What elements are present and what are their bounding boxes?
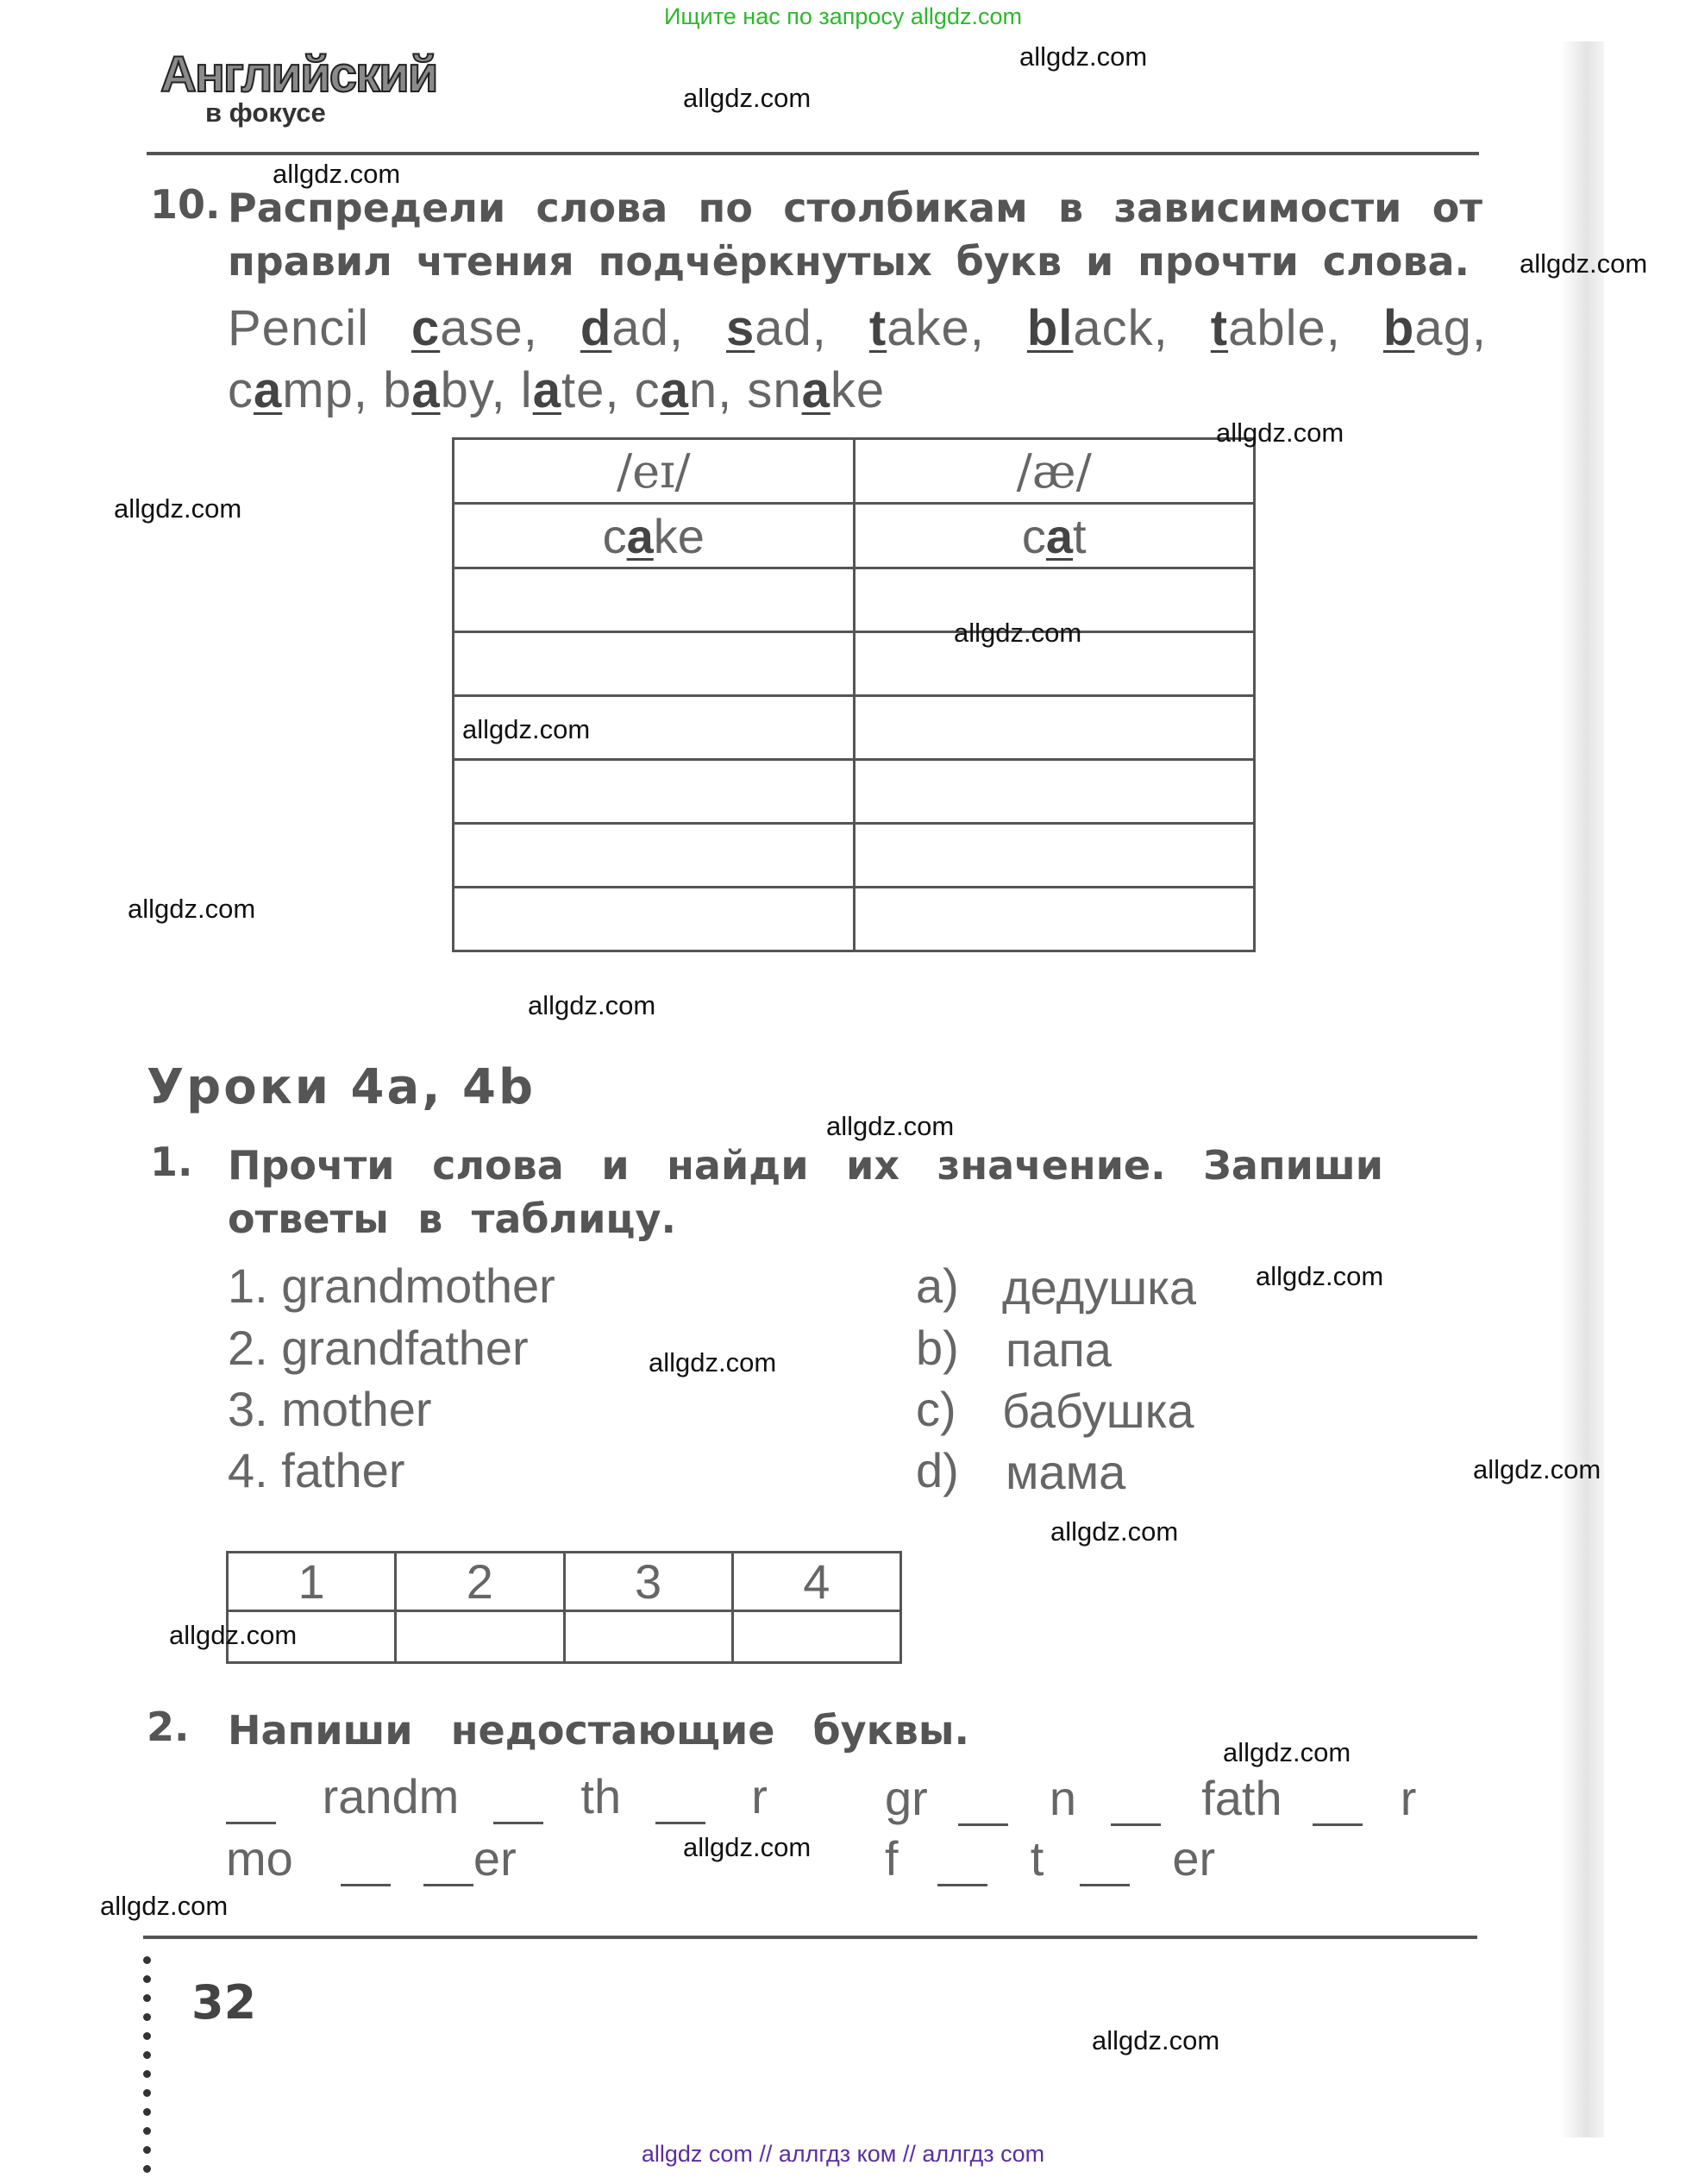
answer-cell[interactable] [854, 824, 1255, 888]
word-part: ke, [915, 300, 1027, 356]
word-fragment: f [885, 1831, 899, 1886]
underlined-letter: a [411, 362, 441, 418]
watermark: allgdz.com [528, 990, 656, 1020]
letter-blank[interactable] [958, 1782, 1008, 1826]
watermark: allgdz.com [1473, 1454, 1601, 1484]
page-edge-shadow [1561, 41, 1604, 2137]
margin-dot [143, 2108, 151, 2116]
logo-title: Английский [160, 47, 437, 103]
task-instruction-line: Напиши недостающие буквы. [228, 1707, 969, 1754]
task-number: 10. [150, 181, 221, 228]
task-2 [147, 1704, 1009, 1764]
word-fragment: er [473, 1831, 517, 1886]
answer-header: 3 [564, 1553, 732, 1611]
letter-blank[interactable] [1313, 1782, 1363, 1826]
answer-cell[interactable] [454, 568, 855, 632]
word-part: a [887, 300, 916, 356]
fill-in-row [885, 1830, 1215, 1886]
task-10 [150, 181, 1482, 293]
word-part: by, [440, 362, 521, 418]
letter-blank[interactable] [1111, 1782, 1161, 1826]
word-part: a [1073, 300, 1102, 356]
margin-dot [143, 2089, 151, 2097]
word-part: d, [640, 300, 726, 356]
word-part: se, [468, 300, 580, 356]
letter-blank[interactable] [423, 1842, 473, 1886]
margin-dot [143, 2070, 151, 2078]
word-list-line [228, 360, 1487, 422]
word-fragment: n [1049, 1771, 1077, 1825]
margin-dot [143, 1956, 151, 1964]
logo-subtitle: в фокусе [205, 97, 326, 128]
watermark: allgdz.com [462, 714, 591, 744]
underlined-letter: a [532, 362, 561, 418]
underlined-letter: d [580, 300, 612, 356]
word-part: c [634, 362, 661, 418]
word-part: Pencil [228, 300, 411, 356]
answer-header: 4 [732, 1553, 900, 1611]
watermark: allgdz.com [1520, 248, 1648, 279]
margin-dot [143, 1975, 151, 1983]
word-list [228, 298, 1487, 422]
answer-cell[interactable] [454, 888, 855, 951]
answer-cell[interactable] [854, 888, 1255, 951]
word-part: ble, [1257, 300, 1383, 356]
russian-word: дедушка [1002, 1260, 1197, 1315]
word-part: g, [1443, 300, 1487, 356]
watermark: allgdz.com [954, 618, 1082, 648]
fill-in-row [226, 1830, 517, 1886]
example-cake: cake [454, 504, 855, 568]
english-word: 3. mother [228, 1382, 432, 1436]
margin-dot [143, 2051, 151, 2059]
underlined-letter: c [411, 300, 441, 356]
word-part: b [383, 362, 412, 418]
watermark: allgdz.com [1223, 1737, 1351, 1767]
margin-dot [143, 2032, 151, 2040]
underlined-letter: t [868, 300, 887, 356]
word-fragment: r [751, 1769, 768, 1823]
underlined-letter: t [1210, 300, 1229, 356]
watermark: allgdz.com [1256, 1261, 1384, 1291]
word-part: ck, [1101, 300, 1211, 356]
word-part: l [520, 362, 533, 418]
english-word: 4. father [228, 1443, 405, 1497]
watermark: allgdz.com [1216, 417, 1344, 448]
option-letter: d) [916, 1443, 959, 1497]
margin-dot [143, 2127, 151, 2135]
word-fragment: t [1030, 1831, 1044, 1886]
watermark: allgdz.com [826, 1111, 955, 1141]
option-letter: a) [916, 1258, 959, 1313]
footer-rule [143, 1936, 1477, 1939]
letter-blank[interactable] [655, 1780, 705, 1824]
word-list-line [228, 298, 1487, 360]
margin-dot [143, 1994, 151, 2002]
task-instruction-line: ответы в таблицу. [228, 1196, 676, 1242]
watermark: allgdz.com [128, 894, 256, 924]
watermark: allgdz.com [273, 159, 401, 189]
russian-word: бабушка [1002, 1384, 1194, 1438]
word-fragment: th [580, 1769, 622, 1823]
answer-header: 2 [396, 1553, 564, 1611]
word-part: n, [688, 362, 748, 418]
letter-blank[interactable] [341, 1842, 391, 1886]
underlined-letter: a [660, 362, 689, 418]
column-header-ei: /eɪ/ [454, 439, 855, 504]
word-part: c [228, 362, 254, 418]
answer-cell[interactable] [454, 824, 855, 888]
example-cat: cat [854, 504, 1255, 568]
fill-in-row [226, 1768, 768, 1824]
russian-word: мама [1006, 1445, 1126, 1499]
english-word: 1. grandmother [228, 1258, 555, 1313]
word-fragment: r [1400, 1771, 1417, 1825]
word-part: ke [830, 362, 886, 418]
watermark: allgdz.com [683, 1832, 812, 1862]
word-part: d, [783, 300, 869, 356]
letter-blank[interactable] [1080, 1842, 1130, 1886]
option-letter: b) [916, 1321, 959, 1375]
english-word: 2. grandfather [228, 1321, 529, 1375]
answer-cell[interactable] [854, 696, 1255, 760]
task-number: 2. [147, 1704, 190, 1750]
word-part: te, [561, 362, 635, 418]
watermark: allgdz.com [1092, 2025, 1220, 2055]
fill-in-row [885, 1770, 1416, 1826]
watermark: allgdz.com [169, 1620, 298, 1650]
letter-blank[interactable] [226, 1780, 276, 1824]
answer-header: 1 [228, 1553, 396, 1611]
task-1 [150, 1139, 1383, 1251]
watermark: allgdz.com [649, 1347, 777, 1378]
watermark: allgdz.com [100, 1891, 229, 1921]
word-part: a [440, 300, 469, 356]
margin-dot [143, 2013, 151, 2021]
word-fragment: er [1172, 1831, 1216, 1886]
word-fragment: gr [885, 1771, 928, 1825]
answer-cell[interactable] [396, 1611, 564, 1663]
word-part: mp, [282, 362, 384, 418]
task-instruction-line: правил чтения подчёркнутых букв и прочти слова. [228, 238, 1470, 285]
watermark: allgdz.com [1050, 1516, 1179, 1547]
russian-word: папа [1006, 1322, 1112, 1377]
page-number: 32 [191, 1975, 257, 2030]
word-part: a [611, 300, 641, 356]
sound-sort-table [452, 437, 1256, 952]
underlined-letter: s [725, 300, 755, 356]
watermark: allgdz.com [114, 493, 242, 524]
word-part: sn [747, 362, 802, 418]
answer-table [226, 1551, 902, 1664]
top-banner[interactable]: Ищите нас по запросу allgdz.com [664, 3, 1022, 29]
underlined-letter: b [1382, 300, 1415, 356]
book-logo [160, 47, 437, 128]
word-fragment: mo [226, 1831, 293, 1886]
header-rule [147, 152, 1479, 155]
word-fragment: fath [1201, 1771, 1282, 1825]
answer-cell[interactable] [454, 632, 855, 696]
underlined-letter: a [254, 362, 283, 418]
answer-cell[interactable] [564, 1611, 732, 1663]
word-part: a [755, 300, 784, 356]
word-fragment: randm [322, 1769, 460, 1823]
task-instruction-line: Распредели слова по столбикам в зависимости от [228, 185, 1482, 231]
letter-blank[interactable] [937, 1842, 987, 1886]
watermark: allgdz.com [1019, 41, 1148, 72]
underlined-letter: a [801, 362, 830, 418]
answer-cell[interactable] [454, 760, 855, 824]
task-instruction-line: Прочти слова и найди их значение. Запиши [228, 1142, 1383, 1189]
option-letter: c) [916, 1382, 956, 1436]
word-part: a [1228, 300, 1257, 356]
column-header-ae: /æ/ [854, 439, 1255, 504]
word-part: a [1414, 300, 1444, 356]
answer-cell[interactable] [732, 1611, 900, 1663]
watermark: allgdz.com [683, 83, 812, 113]
task-number: 1. [150, 1139, 193, 1185]
lesson-title: Уроки 4a, 4b [147, 1059, 536, 1115]
answer-cell[interactable] [854, 760, 1255, 824]
letter-blank[interactable] [493, 1780, 543, 1824]
bottom-banner[interactable]: allgdz com // аллгдз ком // аллгдз com [641, 2141, 1045, 2167]
underlined-letter: bl [1026, 300, 1074, 356]
